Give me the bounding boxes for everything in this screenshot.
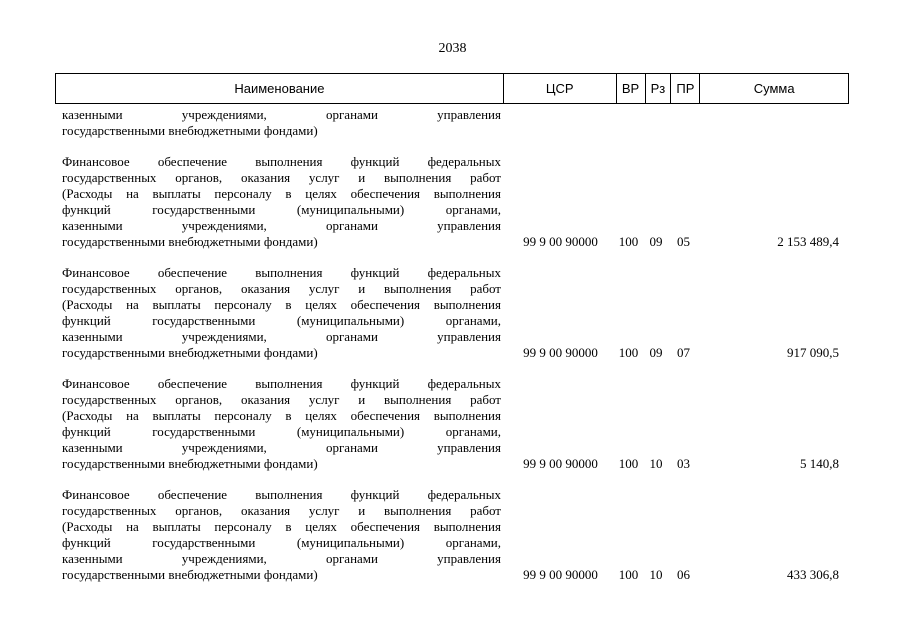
row-name-line: государственными внебюджетными фондами) bbox=[62, 234, 318, 249]
row-pr: 03 bbox=[677, 456, 690, 471]
row-name-line: казенными учреждениями, органами управления bbox=[62, 218, 501, 233]
row-sum: 433 306,8 bbox=[787, 567, 839, 582]
table-row bbox=[55, 265, 849, 361]
row-name-line: Финансовое обеспечение выполнения функций федеральных bbox=[62, 376, 501, 391]
row-name-line: (Расходы на выплаты персоналу в целях обеспечения выполнения bbox=[62, 519, 501, 534]
row-name-line: государственных органов, оказания услуг и выполнения работ bbox=[62, 281, 501, 296]
row-name-line: функций государственными (муниципальными) органами, bbox=[62, 202, 501, 217]
table-row bbox=[55, 154, 849, 250]
table-body bbox=[55, 154, 849, 583]
row-sum: 5 140,8 bbox=[800, 456, 839, 471]
row-name-line: функций государственными (муниципальными) органами, bbox=[62, 535, 501, 550]
row-rz: 10 bbox=[649, 567, 663, 582]
header-sum: Сумма bbox=[753, 81, 795, 96]
continuation-line: государственными внебюджетными фондами) bbox=[62, 123, 318, 138]
budget-table bbox=[55, 73, 849, 583]
header-pr: ПР bbox=[671, 74, 700, 103]
continuation-line: казенными учреждениями, органами управления bbox=[62, 107, 501, 122]
row-pr: 06 bbox=[677, 567, 690, 582]
row-name bbox=[55, 154, 501, 250]
row-name-line: государственными внебюджетными фондами) bbox=[62, 345, 318, 360]
row-name bbox=[55, 376, 501, 472]
row-name-line: казенными учреждениями, органами управления bbox=[62, 440, 501, 455]
row-name-line: функций государственными (муниципальными) органами, bbox=[62, 424, 501, 439]
table-row bbox=[55, 487, 849, 583]
row-name-line: (Расходы на выплаты персоналу в целях обеспечения выполнения bbox=[62, 297, 501, 312]
row-name-line: Финансовое обеспечение выполнения функций федеральных bbox=[62, 265, 501, 280]
table-header bbox=[55, 73, 849, 104]
row-name-line: Финансовое обеспечение выполнения функций федеральных bbox=[62, 154, 501, 169]
row-vr: 100 bbox=[618, 345, 639, 360]
row-sum: 917 090,5 bbox=[787, 345, 839, 360]
row-name-line: государственных органов, оказания услуг и выполнения работ bbox=[62, 503, 501, 518]
row-name-line: (Расходы на выплаты персоналу в целях обеспечения выполнения bbox=[62, 186, 501, 201]
row-vr: 100 bbox=[618, 234, 639, 249]
row-name-line: государственными внебюджетными фондами) bbox=[62, 567, 318, 582]
page-number: 2038 bbox=[438, 41, 467, 56]
row-csr: 99 9 00 90000 bbox=[523, 456, 598, 471]
row-name-line: государственных органов, оказания услуг и выполнения работ bbox=[62, 392, 501, 407]
header-csr: ЦСР bbox=[504, 74, 617, 103]
continuation-text bbox=[55, 107, 501, 139]
row-pr: 05 bbox=[677, 234, 690, 249]
row-name-line: государственных органов, оказания услуг и выполнения работ bbox=[62, 170, 501, 185]
row-pr: 07 bbox=[677, 345, 690, 360]
row-sum: 2 153 489,4 bbox=[777, 234, 839, 249]
row-vr: 100 bbox=[618, 456, 639, 471]
row-csr: 99 9 00 90000 bbox=[523, 567, 598, 582]
row-vr: 100 bbox=[618, 567, 639, 582]
row-name-line: функций государственными (муниципальными) органами, bbox=[62, 313, 501, 328]
row-rz: 09 bbox=[649, 345, 663, 360]
header-name: Наименование bbox=[56, 74, 504, 103]
row-rz: 10 bbox=[649, 456, 663, 471]
row-name-line: казенными учреждениями, органами управления bbox=[62, 551, 501, 566]
row-name bbox=[55, 487, 501, 583]
row-csr: 99 9 00 90000 bbox=[523, 345, 598, 360]
header-vr: ВР bbox=[617, 74, 646, 103]
row-name-line: государственными внебюджетными фондами) bbox=[62, 456, 318, 471]
row-csr: 99 9 00 90000 bbox=[523, 234, 598, 249]
header-rz: Рз bbox=[646, 74, 672, 103]
row-rz: 09 bbox=[649, 234, 663, 249]
row-name-line: Финансовое обеспечение выполнения функций федеральных bbox=[62, 487, 501, 502]
row-name-line: (Расходы на выплаты персоналу в целях обеспечения выполнения bbox=[62, 408, 501, 423]
row-name bbox=[55, 265, 501, 361]
table-row bbox=[55, 376, 849, 472]
row-name-line: казенными учреждениями, органами управления bbox=[62, 329, 501, 344]
